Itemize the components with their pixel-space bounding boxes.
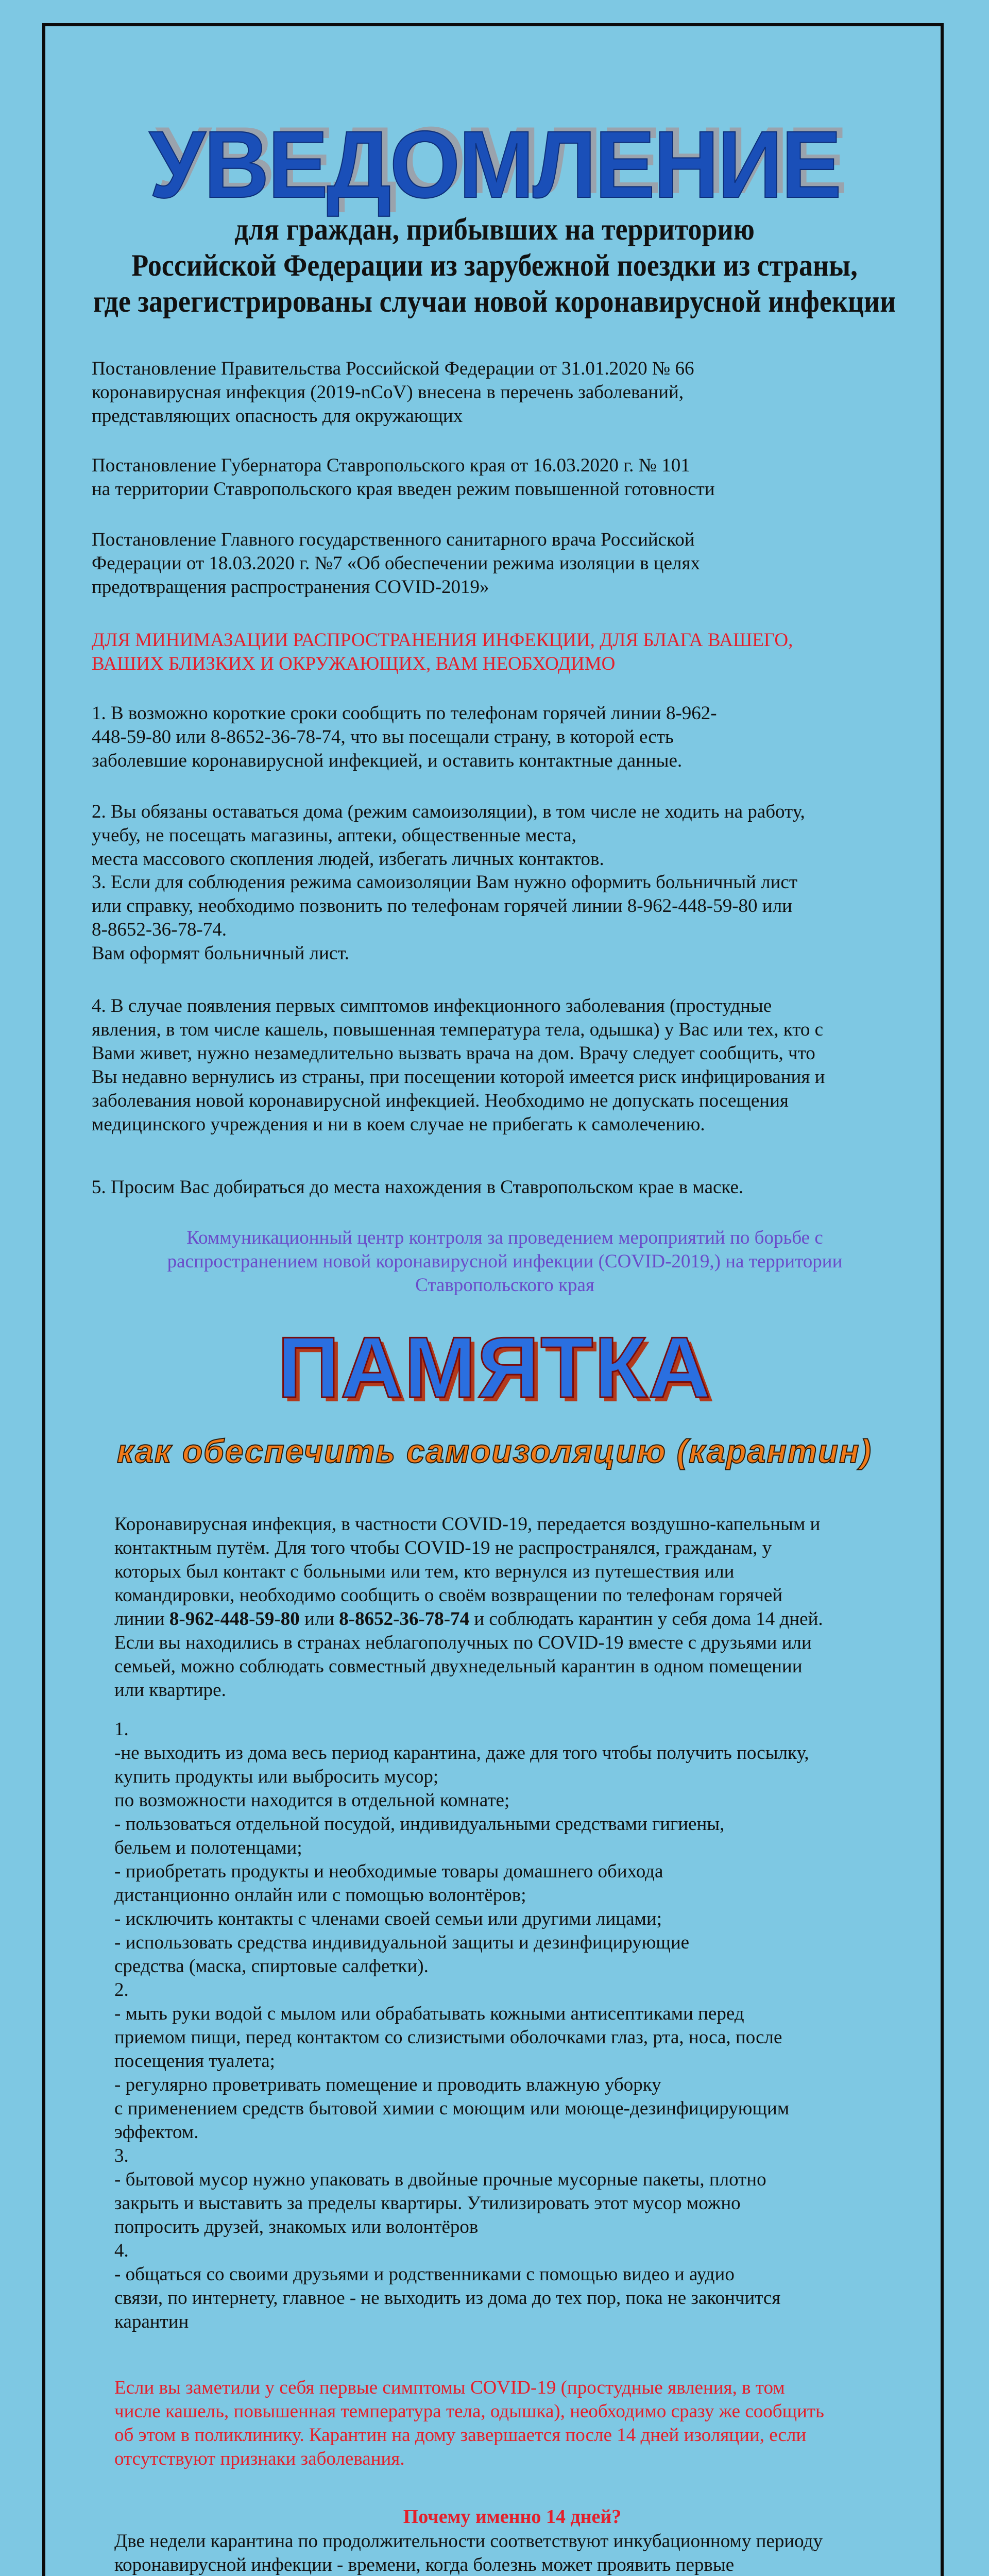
text-line: заболевшие коронавирусной инфекцией, и оставить контактные данные. [92, 750, 683, 771]
text-line: отсутствуют признаки заболевания. [114, 2448, 405, 2469]
text-line: 4. [114, 2240, 129, 2261]
rule-1 [92, 702, 916, 773]
text-line: эффектом. [114, 2122, 199, 2143]
text-line: средства (маска, спиртовые салфетки). [114, 1956, 429, 1977]
text-line: бельем и полотенцами; [114, 1837, 302, 1858]
text-line: учебу, не посещать магазины, аптеки, общественные места, [92, 825, 576, 846]
text-line: купить продукты или выбросить мусор; [114, 1766, 439, 1787]
text-line: Постановление Правительства Российской Федерации от 31.01.2020 № 66 [92, 358, 694, 379]
text-line: -не выходить из дома весь период карантина, даже для того чтобы получить посылку, [114, 1742, 809, 1764]
text-line: закрыть и выставить за пределы квартиры. Утилизировать этот мусор можно [114, 2193, 741, 2214]
text-line: - общаться со своими друзьями и родственниками с помощью видео и аудио [114, 2264, 735, 2285]
text-line: или справку, необходимо позвонить по телефонам горячей линии 8-962-448-59-80 или [92, 895, 792, 917]
notice-title: УВЕДОМЛЕНИЕ [149, 112, 840, 218]
text-line: места массового скопления людей, избегать личных контактов. [92, 849, 604, 870]
text-line: командировки, необходимо сообщить о своём возвращении по телефонам горячей [114, 1585, 783, 1606]
text-line: приемом пищи, перед контактом со слизистыми оболочками глаз, рта, носа, после [114, 2027, 782, 2048]
text-line: - регулярно проветривать помещение и проводить влажную уборку [114, 2074, 661, 2095]
decree-1 [92, 357, 916, 428]
text-line: на территории Ставропольского края введен режим повышенной готовности [92, 479, 715, 500]
text-line: - приобретать продукты и необходимые товары домашнего обихода [114, 1861, 663, 1882]
text-line: 5. Просим Вас добираться до места нахождения в Ставропольском крае в маске. [92, 1177, 744, 1198]
text-line: по возможности находится в отдельной комнате; [114, 1790, 510, 1811]
text-line: 1. [114, 1719, 129, 1740]
memo-section-3 [114, 2144, 910, 2239]
text-line: - мыть руки водой с мылом или обрабатывать кожными антисептиками перед [114, 2003, 744, 2024]
text-line: Две недели карантина по продолжительности соответствуют инкубационному периоду [114, 2531, 823, 2552]
text-line: попросить друзей, знакомых или волонтёров [114, 2216, 479, 2238]
text-line: явления, в том числе кашель, повышенная температура тела, одышка) у Вас или тех, кто с [92, 1019, 824, 1040]
hotline-phone-1: 8-962-448-59-80 [169, 1608, 300, 1630]
text-line: 2. [114, 1979, 129, 2001]
phone-line: линии 8-962-448-59-80 или 8-8652-36-78-74 и соблюдать карантин у себя дома 14 дней. [114, 1608, 823, 1630]
text-line: - исключить контакты с членами своей семьи или другими лицами; [114, 1908, 662, 1929]
text-line: связи, по интернету, главное - не выходить из дома до тех пор, пока не закончится [114, 2287, 781, 2309]
text-line: Коммуникационный центр контроля за проведением мероприятий по борьбе с [186, 1227, 823, 1248]
memo-section-2 [114, 1978, 910, 2144]
memo-section-4 [114, 2239, 910, 2334]
text-line: Коронавирусная инфекция, в частности COVID-19, передается воздушно-капельным и [114, 1514, 821, 1535]
text-line: Вами живет, нужно незамедлительно вызвать врача на дом. Врачу следует сообщить, что [92, 1043, 815, 1064]
text-line: семьей, можно соблюдать совместный двухнедельный карантин в одном помещении [114, 1656, 803, 1677]
memo-intro [114, 1513, 910, 1702]
text-line: контактным путём. Для того чтобы COVID-19 не распространялся, гражданам, у [114, 1537, 772, 1558]
memo-subtitle: как обеспечить самоизоляцию (карантин) [116, 1433, 873, 1470]
text-line: коронавирусная инфекция (2019-nCoV) внесена в перечень заболеваний, [92, 382, 684, 403]
rule-5 [92, 1176, 916, 1199]
communication-center [93, 1226, 917, 1297]
text-line: Если вы заметили у себя первые симптомы COVID-19 (простудные явления, в том [114, 2377, 785, 2398]
text-line: коронавирусной инфекции - времени, когда болезнь может проявить первые [114, 2554, 735, 2575]
memo-title: ПАМЯТКА [277, 1319, 712, 1416]
text-line: или квартире. [114, 1680, 226, 1701]
text-line: - бытовой мусор нужно упаковать в двойные прочные мусорные пакеты, плотно [114, 2169, 766, 2190]
text-line: ДЛЯ МИНИМАЗАЦИИ РАСПРОСТРАНЕНИЯ ИНФЕКЦИИ, ДЛЯ БЛАГА ВАШЕГО, [92, 630, 793, 651]
text-line: числе кашель, повышенная температура тела, одышка), необходимо сразу же сообщить [114, 2401, 824, 2422]
text-line: представляющих опасность для окружающих [92, 405, 463, 427]
text-line: посещения туалета; [114, 2050, 275, 2072]
memo-section-1 [114, 1718, 910, 1978]
decree-2 [92, 454, 916, 501]
text-line: предотвращения распространения COVID-2019» [92, 577, 489, 598]
faq-question-1: Почему именно 14 дней? [403, 2506, 622, 2528]
memo-warning [114, 2376, 910, 2471]
rule-3 [92, 871, 916, 965]
decree-3 [92, 528, 916, 599]
text-line: распространением новой коронавирусной инфекции (COVID-2019,) на территории [167, 1251, 843, 1272]
red-notice [92, 629, 916, 676]
text-line: ВАШИХ БЛИЗКИХ И ОКРУЖАЮЩИХ, ВАМ НЕОБХОДИМО [92, 653, 616, 674]
text-line: 3. [114, 2145, 129, 2166]
subtitle-line: где зарегистрированы случаи новой коронавирусной инфекции [93, 284, 896, 318]
text-line: карантин [114, 2311, 189, 2332]
text-line: Федерации от 18.03.2020 г. №7 «Об обеспечении режима изоляции в целях [92, 553, 701, 574]
text-line: медицинского учреждения и ни в коем случае не прибегать к самолечению. [92, 1114, 705, 1135]
text-line: дистанционно онлайн или с помощью волонтёров; [114, 1885, 526, 1906]
text-line: 3. Если для соблюдения режима самоизоляции Вам нужно оформить больничный лист [92, 872, 798, 893]
rule-2 [92, 800, 916, 871]
text-line: Вам оформят больничный лист. [92, 943, 349, 964]
text-line: - пользоваться отдельной посудой, индивидуальными средствами гигиены, [114, 1814, 725, 1835]
text-line: Постановление Губернатора Ставропольского края от 16.03.2020 г. № 101 [92, 455, 690, 476]
text-line: Если вы находились в странах неблагополучных по COVID-19 вместе с друзьями или [114, 1632, 812, 1653]
subtitle-line: для граждан, прибывших на территорию [234, 212, 755, 246]
subtitle-line: Российской Федерации из зарубежной поездки из страны, [131, 248, 858, 282]
rule-4 [92, 994, 916, 1137]
text-line: Постановление Главного государственного санитарного врача Российской [92, 529, 695, 550]
text-line: 8-8652-36-78-74. [92, 919, 227, 940]
text-line: заболевания новой коронавирусной инфекцией. Необходимо не допускать посещения [92, 1090, 789, 1111]
text-line: Ставропольского края [415, 1275, 594, 1296]
text-line: об этом в поликлинику. Карантин на дому завершается после 14 дней изоляции, если [114, 2425, 807, 2446]
text-line: 4. В случае появления первых симптомов инфекционного заболевания (простудные [92, 995, 772, 1016]
hotline-phone-2: 8-8652-36-78-74 [339, 1608, 470, 1630]
text-line: которых был контакт с больными или тем, кто вернулся из путешествия или [114, 1561, 735, 1582]
text-line: 1. В возможно короткие сроки сообщить по телефонам горячей линии 8-962- [92, 703, 717, 724]
text-line: 2. Вы обязаны оставаться дома (режим самоизоляции), в том числе не ходить на работу, [92, 801, 805, 822]
notice-subtitle [49, 211, 940, 319]
text-line: - использовать средства индивидуальной защиты и дезинфицирующие [114, 1932, 690, 1953]
text-line: Вы недавно вернулись из страны, при посещении которой имеется риск инфицирования и [92, 1066, 825, 1088]
text-line: с применением средств бытовой химии с моющим или моюще-дезинфицирующим [114, 2098, 790, 2119]
faq-answer-1 [114, 2530, 910, 2576]
text-line: 448-59-80 или 8-8652-36-78-74, что вы посещали страну, в которой есть [92, 726, 674, 748]
